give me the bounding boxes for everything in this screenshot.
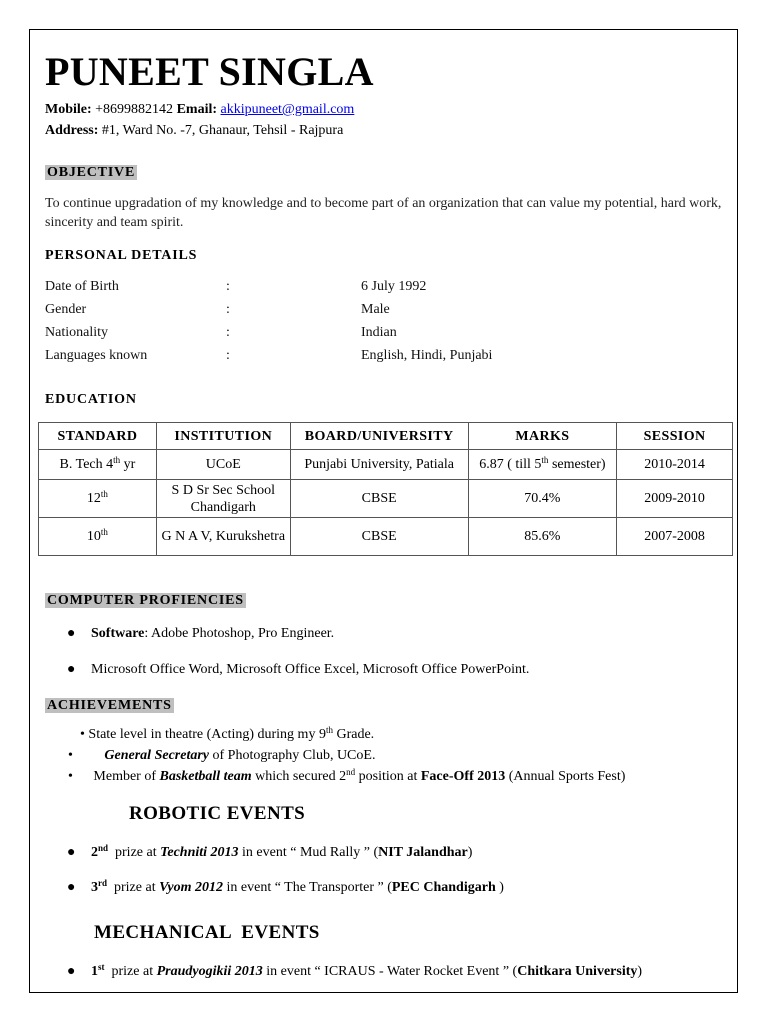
personal-separator: : — [226, 302, 230, 317]
achievement-item: • Member of Basketball team which secured 2nd position at Face-Off 2013 (Annual Sports Fest) — [68, 767, 626, 784]
mechanical-event-item: 1st prize at Praudyogikii 2013 in event “ ICRAUS - Water Rocket Event ” (Chitkara University) — [91, 962, 643, 979]
board-cell: CBSE — [290, 518, 468, 556]
mobile-number: +8699882142 — [95, 102, 174, 117]
standard-cell: 10th — [39, 518, 157, 556]
personal-value: 6 July 1992 — [361, 279, 427, 294]
address-line — [45, 123, 343, 139]
achievement-item: • State level in theatre (Acting) during my 9th Grade. — [80, 725, 375, 742]
table-row — [39, 518, 733, 556]
table-row — [39, 450, 733, 480]
bullet-icon: • — [68, 748, 73, 763]
objective-heading-text: OBJECTIVE — [47, 165, 136, 180]
bullet-icon: ● — [67, 626, 76, 641]
column-header: INSTITUTION — [156, 423, 290, 450]
robotic-event-item: 3rd prize at Vyom 2012 in event “ The Transporter ” (PEC Chandigarh ) — [91, 878, 504, 895]
column-header: STANDARD — [39, 423, 157, 450]
column-header: MARKS — [468, 423, 617, 450]
session-cell: 2009-2010 — [617, 480, 733, 518]
computer-heading — [45, 591, 246, 609]
achievements-heading — [45, 696, 174, 714]
personal-label: Date of Birth — [45, 279, 119, 294]
achievements-heading-text: ACHIEVEMENTS — [47, 698, 172, 713]
personal-separator: : — [226, 348, 230, 363]
software-text: : Adobe Photoshop, Pro Engineer. — [144, 626, 335, 641]
table-header-row — [39, 423, 733, 450]
personal-value: Male — [361, 302, 390, 317]
objective-heading — [45, 163, 137, 181]
board-cell: Punjabi University, Patiala — [290, 450, 468, 480]
column-header: SESSION — [617, 423, 733, 450]
personal-separator: : — [226, 279, 230, 294]
personal-heading: PERSONAL DETAILS — [45, 248, 198, 263]
marks-cell: 70.4% — [468, 480, 617, 518]
institution-cell: G N A V, Kurukshetra — [156, 518, 290, 556]
bullet-icon: ● — [67, 662, 76, 677]
personal-label: Languages known — [45, 348, 148, 363]
robotic-heading: ROBOTIC EVENTS — [129, 803, 306, 824]
bullet-icon: ● — [67, 845, 76, 860]
address-label: Address: — [45, 123, 99, 138]
personal-label: Gender — [45, 302, 87, 317]
candidate-name: PUNEET SINGLA — [45, 49, 374, 94]
standard-cell: 12th — [39, 480, 157, 518]
address-text: #1, Ward No. -7, Ghanaur, Tehsil - Rajpura — [101, 123, 344, 138]
bullet-icon: ● — [67, 880, 76, 895]
email-label: Email: — [176, 102, 218, 117]
personal-separator: : — [226, 325, 230, 340]
computer-heading-text: COMPUTER PROFIENCIES — [47, 593, 244, 608]
marks-cell: 6.87 ( till 5th semester) — [468, 450, 617, 480]
education-table — [38, 422, 733, 556]
software-label: Software — [91, 626, 145, 641]
standard-cell: B. Tech 4th yr — [39, 450, 157, 480]
session-cell: 2007-2008 — [617, 518, 733, 556]
marks-cell: 85.6% — [468, 518, 617, 556]
email-link[interactable]: akkipuneet@gmail.com — [220, 102, 355, 117]
mechanical-heading: MECHANICAL EVENTS — [94, 922, 320, 943]
office-item: Microsoft Office Word, Microsoft Office Excel, Microsoft Office PowerPoint. — [91, 662, 530, 677]
institution-cell: S D Sr Sec School Chandigarh — [156, 480, 290, 518]
institution-cell: UCoE — [156, 450, 290, 480]
bullet-icon: • — [80, 727, 85, 742]
achievement-item: • General Secretary of Photography Club, UCoE. — [68, 748, 376, 763]
personal-value: Indian — [361, 325, 397, 340]
board-cell: CBSE — [290, 480, 468, 518]
software-item — [91, 626, 334, 642]
personal-label: Nationality — [45, 325, 108, 340]
session-cell: 2010-2014 — [617, 450, 733, 480]
table-row — [39, 480, 733, 518]
objective-text: To continue upgradation of my knowledge and to become part of an organization that can value my potential, hard work, sincerity and team spirit. — [45, 196, 722, 230]
robotic-event-item: 2nd prize at Techniti 2013 in event “ Mud Rally ” (NIT Jalandhar) — [91, 843, 473, 860]
mobile-label: Mobile: — [45, 102, 92, 117]
personal-value: English, Hindi, Punjabi — [361, 348, 493, 363]
education-heading: EDUCATION — [45, 392, 137, 407]
column-header: BOARD/UNIVERSITY — [290, 423, 468, 450]
bullet-icon: • — [68, 769, 73, 784]
contact-line — [45, 102, 354, 118]
bullet-icon: ● — [67, 964, 76, 979]
